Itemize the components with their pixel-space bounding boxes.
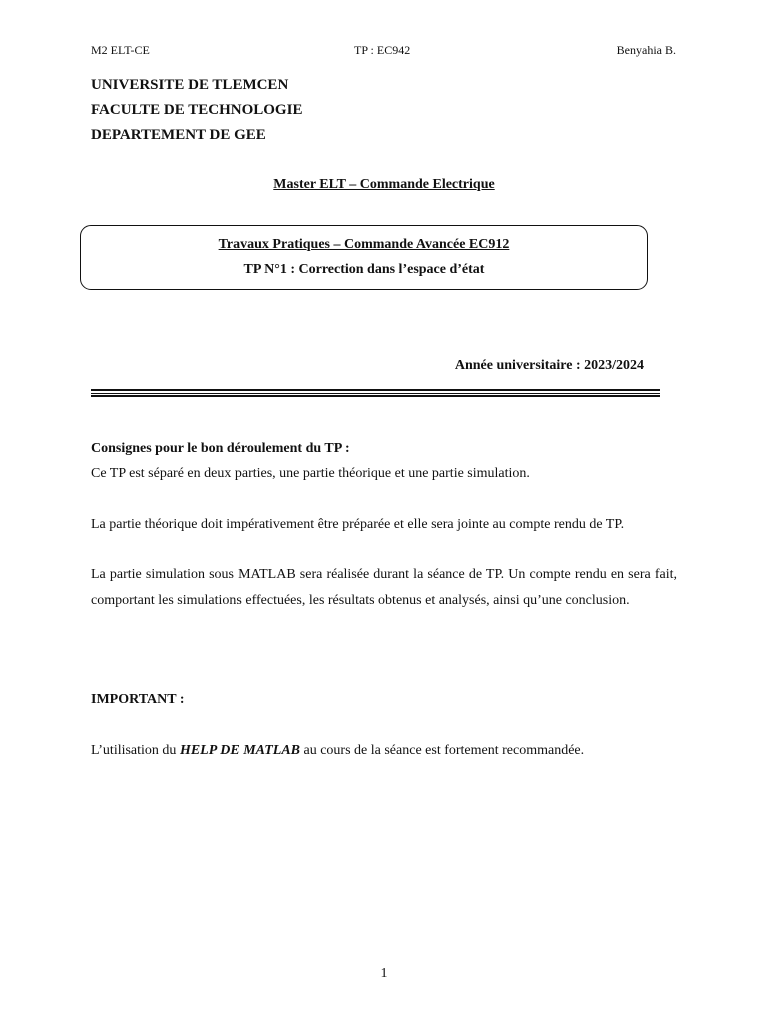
help-matlab-reference: HELP DE MATLAB — [179, 743, 300, 758]
header-author: Benyahia B. — [616, 43, 676, 57]
tp-series-title: Travaux Pratiques – Commande Avancée EC912 — [218, 237, 510, 252]
program-title: Master ELT – Commande Electrique — [273, 177, 495, 192]
divider-rule — [91, 395, 660, 397]
department-name: DEPARTEMENT DE GEE — [91, 127, 266, 143]
instructions-heading: Consignes pour le bon déroulement du TP : — [91, 441, 350, 456]
header-tp-code: TP : EC942 — [354, 43, 411, 57]
instructions-simulation: La partie simulation sous MATLAB sera réalisée durant la séance de TP. Un compte rendu en sera fait, comportant les simulations effectuées, les résultats obtenus et analysés, ainsi qu’une conclusion. — [91, 567, 677, 608]
important-note — [91, 738, 677, 764]
instructions-theory: La partie théorique doit impérativement être préparée et elle sera jointe au compte rendu de TP. — [91, 517, 625, 532]
important-text-after: au cours de la séance est fortement recommandée. — [300, 743, 585, 758]
divider-rule — [91, 393, 660, 394]
tp-title: TP N°1 : Correction dans l’espace d’état — [243, 262, 485, 277]
faculty-name: FACULTE DE TECHNOLOGIE — [91, 102, 303, 118]
academic-year: Année universitaire : 2023/2024 — [454, 358, 644, 373]
divider-rule — [91, 389, 660, 391]
header-course: M2 ELT-CE — [91, 43, 150, 57]
important-heading: IMPORTANT : — [91, 692, 185, 707]
title-box — [80, 225, 648, 290]
university-name: UNIVERSITE DE TLEMCEN — [91, 77, 289, 93]
instructions-intro: Ce TP est séparé en deux parties, une partie théorique et une partie simulation. — [91, 466, 530, 481]
important-text-before: L’utilisation du — [91, 743, 180, 758]
page-number: 1 — [380, 966, 388, 981]
